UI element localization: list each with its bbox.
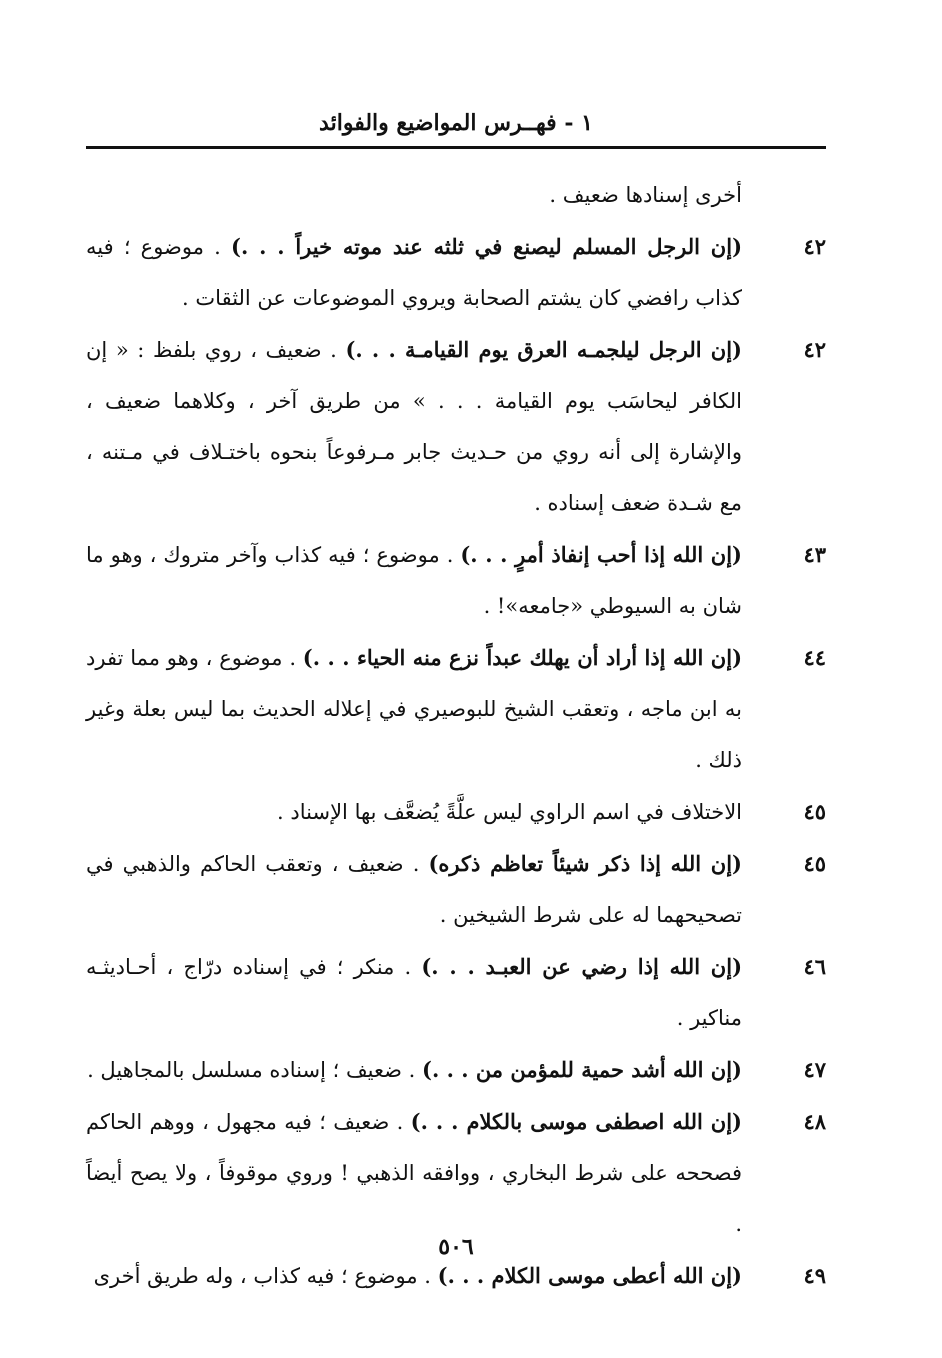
- hadith-text: (إن الله إذا رضي عن العبـد . . .): [421, 954, 742, 979]
- entry-comment: . موضوع ، وهو مما تفرد به ابن ماجه ، وتعقب الشيخ للبوصيري في إعلاله الحديث بما ليس بعلة وغير ذلك .: [86, 646, 742, 772]
- entry-comment: . موضوع ؛ فيه كذاب ، وله طريق أخرى: [93, 1264, 438, 1288]
- entry-comment: . موضوع ؛ فيه كذاب وآخر متروك ، وهو ما شان به السيوطي «جامعه»! .: [86, 543, 742, 618]
- index-entry: [86, 1044, 826, 1096]
- entry-comment: . منكر ؛ في إسناده درّاج ، أحـاديثـه مناكير .: [86, 955, 742, 1030]
- entry-text: [86, 529, 742, 632]
- entry-text: [86, 324, 742, 529]
- entry-comment: . موضوع ؛ فيه كذاب رافضي كان يشتم الصحابة ويروي الموضوعات عن الثقات .: [86, 235, 742, 310]
- index-entry: [86, 1096, 826, 1250]
- entry-text: [86, 221, 742, 324]
- entry-text: [86, 838, 742, 941]
- entry-comment: . ضعيف ؛ فيه مجهول ، ووهم الحاكم فصححه على شرط البخاري ، ووافقه الذهبي ! وروي موقوفاً ، ولا يصح أيضاً .: [86, 1110, 742, 1236]
- index-entry: [86, 529, 826, 632]
- hadith-text: (إن الله أشد حمية للمؤمن من . . .): [422, 1057, 742, 1082]
- entry-comment: . ضعيف ، روي بلفظ : « إن الكافر ليحاسَب يوم القيامة . . . » من طريق آخر ، وكلاهما ضعيف ، والإشارة إلى أنه روي من حـديث جابر مـرفوعاً بنحوه باختـلاف في مـتنه ، مع شـدة ضعف إسناده .: [86, 338, 742, 515]
- entry-text: [86, 632, 742, 786]
- entry-comment: . ضعيف ، وتعقب الحاكم والذهبي في تصحيحهما له على شرط الشيخين .: [86, 852, 742, 927]
- entry-text: [86, 1096, 742, 1250]
- index-entry: [86, 941, 826, 1044]
- entry-page-number: ٤٦: [803, 954, 826, 979]
- entry-page-number: ٤٩: [803, 1263, 826, 1288]
- hadith-text: (إن الله إذا أحب إنفاذ أمرٍ . . .): [460, 542, 742, 567]
- index-entry: [86, 786, 826, 838]
- index-entry: [86, 221, 826, 324]
- index-entry: [86, 632, 826, 786]
- hadith-text: (إن الرجل ليلجمـه العرق يوم القيامـة . . .): [345, 337, 742, 362]
- continuation-line: أخرى إسنادها ضعيف .: [549, 183, 742, 207]
- entry-page-number: ٤٧: [803, 1057, 826, 1082]
- entry-page-number: ٤٣: [803, 542, 826, 567]
- hadith-text: (إن الله اصطفى موسى بالكلام . . .): [410, 1109, 742, 1134]
- hadith-text: (إن الله إذا أراد أن يهلك عبداً نزع منه الحياء . . .): [302, 645, 743, 670]
- hadith-text: (إن الرجل المسلم ليصنع في ثلثه عند موته خيراً . . .): [231, 234, 742, 259]
- page-number: ٥٠٦: [438, 1234, 474, 1260]
- header-rule: [86, 146, 826, 149]
- entry-text: [86, 786, 742, 838]
- hadith-text: (إن الله أعطى موسى الكلام . . .): [437, 1263, 742, 1288]
- index-entry: [86, 324, 826, 529]
- entry-comment: الاختلاف في اسم الراوي ليس علَّةً يُضعَّف بها الإسناد .: [277, 800, 742, 824]
- page-header-title: ١ - فهــرس المواضيع والفوائد: [319, 110, 593, 136]
- entry-page-number: ٤٢: [803, 234, 826, 259]
- entry-page-number: ٤٨: [803, 1109, 826, 1134]
- index-body: [86, 170, 826, 1302]
- hadith-text: (إن الله إذا ذكر شيئاً تعاظم ذكره): [428, 851, 742, 876]
- entry-page-number: ٤٥: [803, 851, 826, 876]
- entry-text: [86, 1044, 742, 1096]
- entry-page-number: ٤٥: [803, 799, 826, 824]
- entry-page-number: ٤٢: [803, 337, 826, 362]
- index-entry: [86, 838, 826, 941]
- entry-comment: . ضعيف ؛ إسناده مسلسل بالمجاهيل .: [87, 1058, 423, 1082]
- entry-page-number: ٤٤: [803, 645, 826, 670]
- entry-text: [86, 941, 742, 1044]
